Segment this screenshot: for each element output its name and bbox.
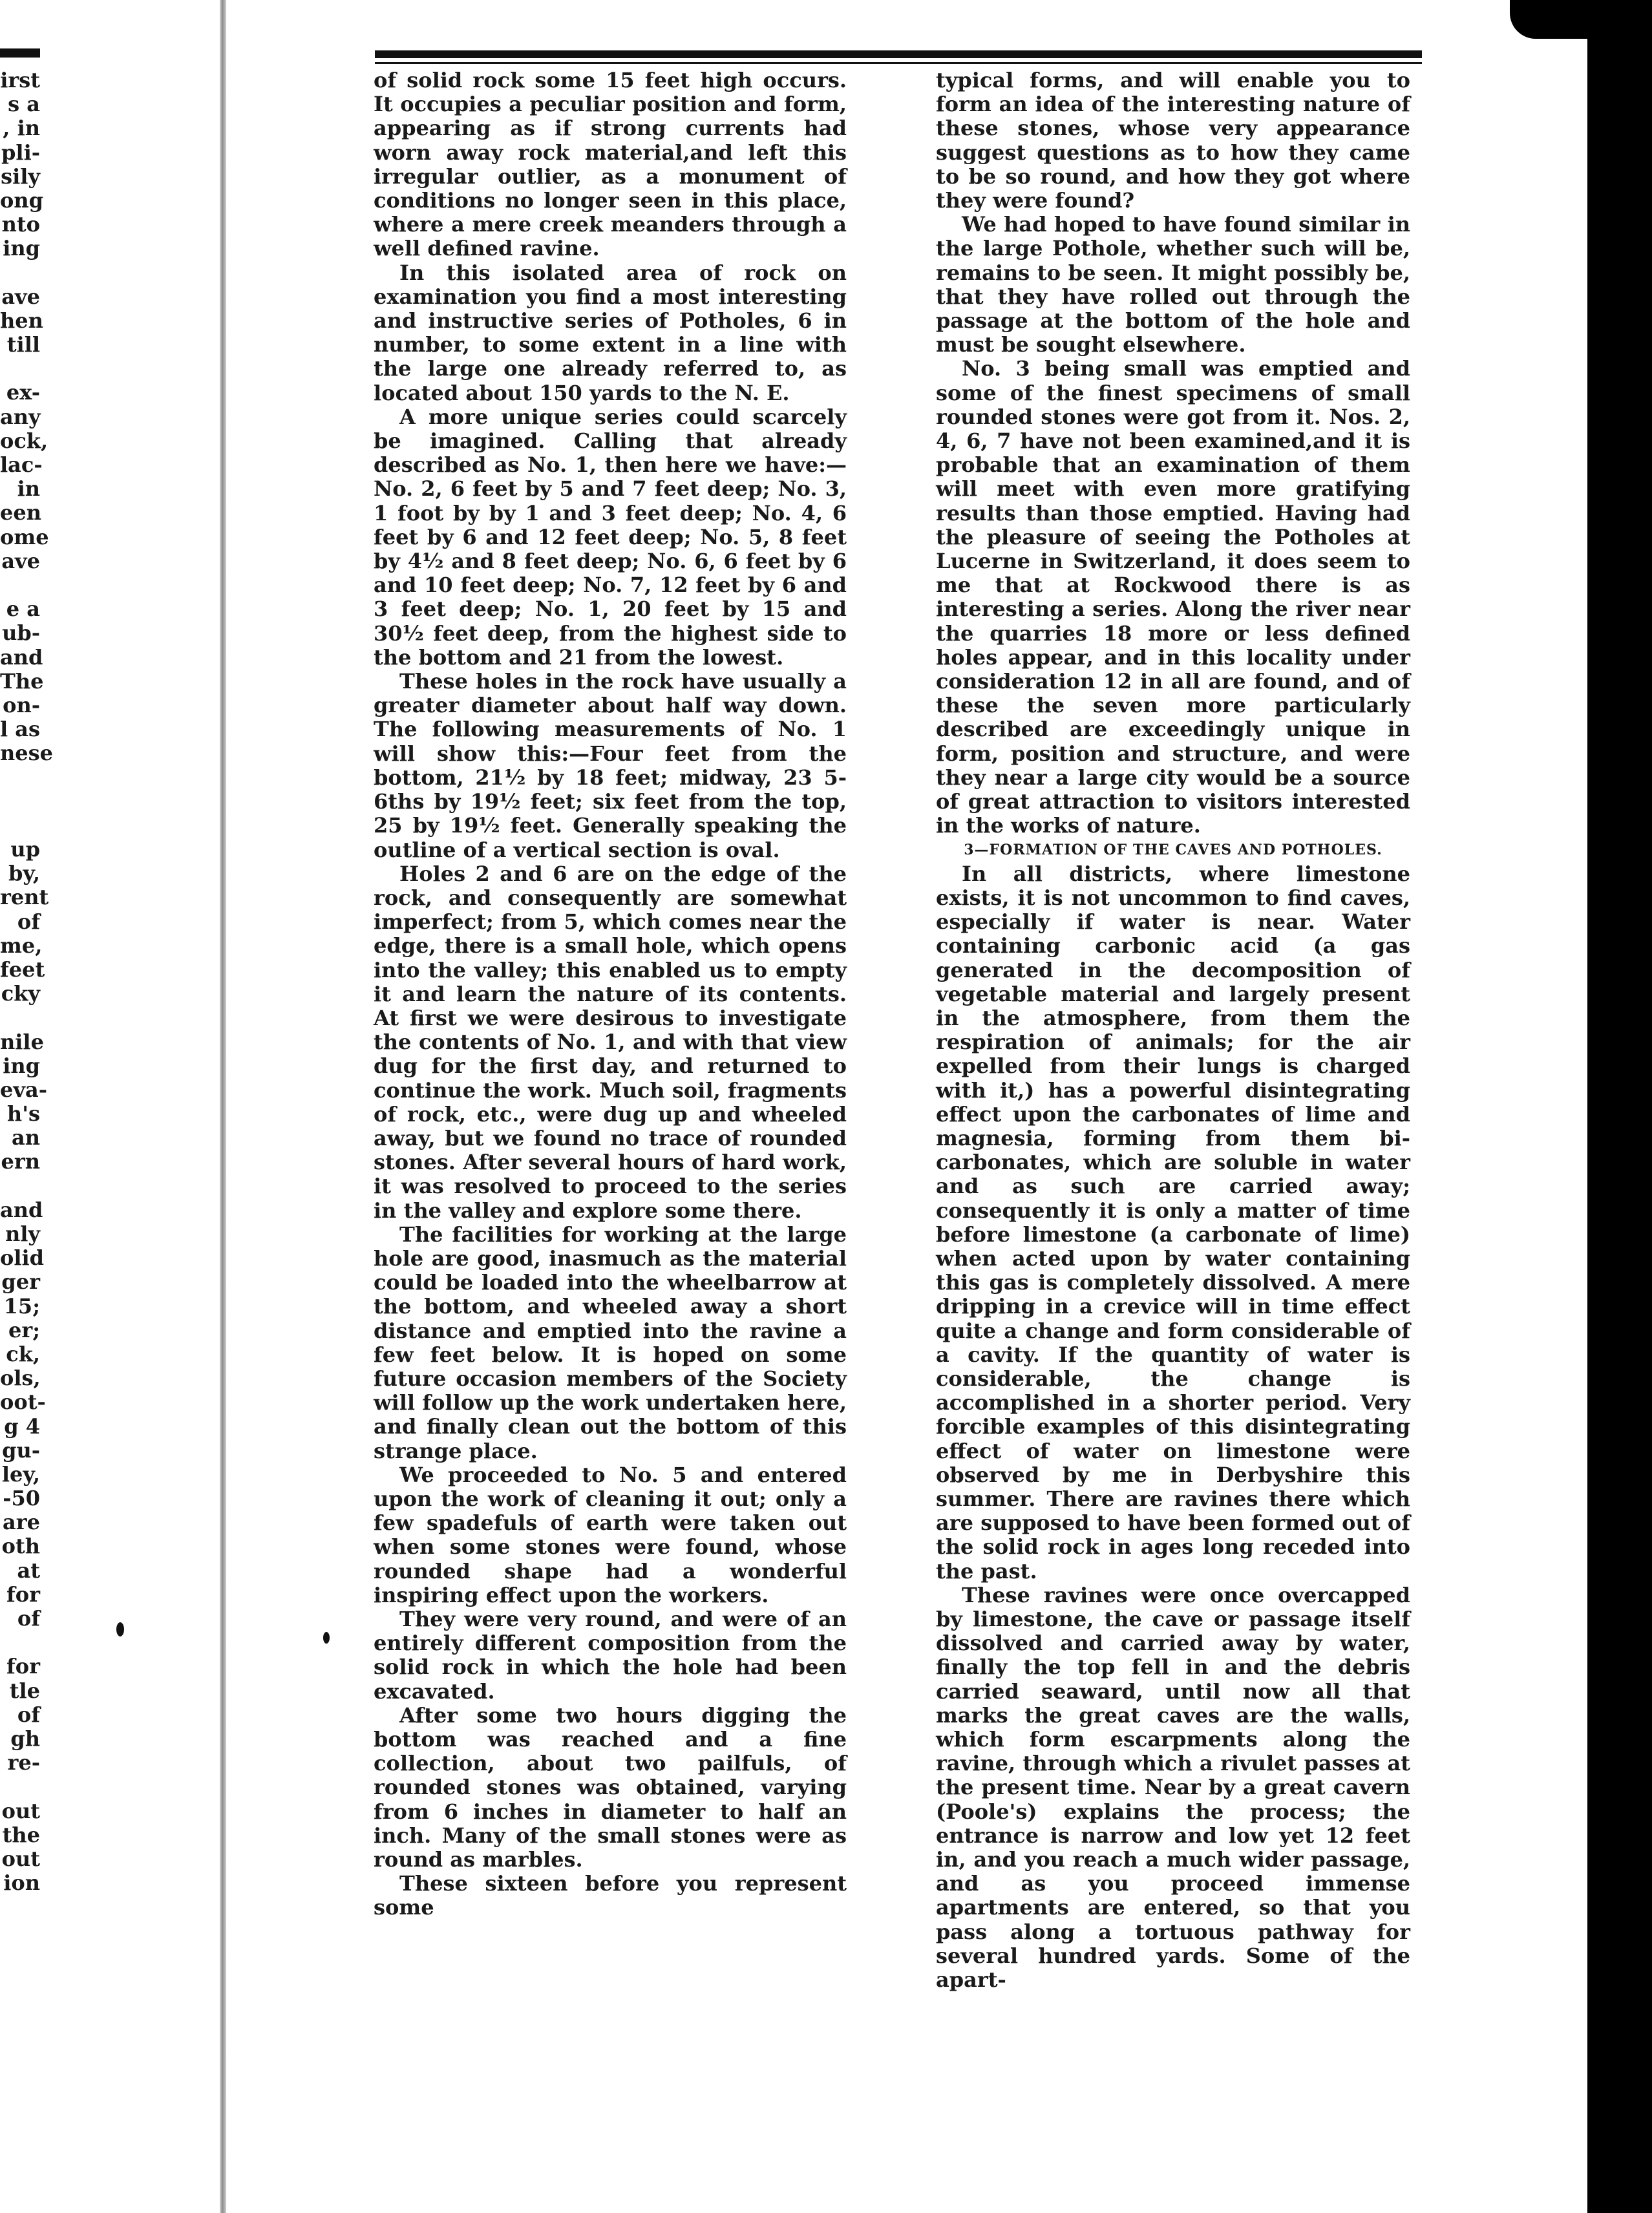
fragment-line: l as — [0, 717, 41, 742]
fragment-line: ley, — [1, 1461, 40, 1487]
fragment-line: h's — [6, 1101, 40, 1127]
fragment-line: ion — [3, 1870, 40, 1896]
fragment-line: ger — [1, 1269, 40, 1295]
fragment-line: ave — [1, 284, 40, 309]
fragment-gap — [0, 261, 40, 285]
fragment-line: and — [0, 644, 43, 670]
fragment-line: ing — [3, 1053, 40, 1078]
paragraph: The facilities for working at the large hole are good, inasmuch as the material could be loaded into the wheelbarrow at the bottom, and wheeled away a short distance and emptied into the ravine a few feet below. It is hoped on some future occasion members of the Society will follow up the work undertaken here, and finally clean out the bottom of this strange place. — [374, 1222, 847, 1463]
paragraph: These sixteen before you represent some — [374, 1871, 847, 1920]
fragment-line: oth — [1, 1534, 40, 1559]
fragment-line: , in — [3, 116, 40, 141]
paragraph: We proceeded to No. 5 and entered upon the work of cleaning it out; only a few spadefuls of earth were taken out when some stones were found, whose rounded shape had a wonderful inspiring effect upon the workers. — [374, 1462, 847, 1607]
header-rule — [375, 50, 1422, 58]
paragraph: In this isolated area of rock on examination you find a most interesting and instructive series of Potholes, 6 in number, to some extent in a line with the large one already referred to, as located about 150 yards to the N. E. — [374, 260, 847, 405]
paragraph: These holes in the rock have usually a greater diameter about half way down. The following measurements of No. 1 will show this:—Four feet from the bottom, 21½ by 18 feet; midway, 23 5-6ths by 19½ feet; six feet from the top, 25 by 19½ feet. Generally speaking the outline of a vertical section is oval. — [374, 669, 847, 862]
fragment-line: out — [1, 1798, 40, 1823]
fragment-line: ck, — [6, 1341, 40, 1366]
fragment-line: s a — [8, 92, 40, 117]
paragraph: They were very round, and were of an entirely different composition from the solid rock in which the hole had been excavated. — [374, 1607, 847, 1704]
ink-speck — [323, 1632, 330, 1644]
fragment-line: -50 — [3, 1486, 40, 1511]
fragment-line: up — [10, 837, 40, 862]
fragment-line: for — [6, 1654, 40, 1679]
paragraph: of solid rock some 15 feet high occurs. It occupies a peculiar position and form, appearing as if strong currents had worn away rock material,and left this irregular outlier, as a monument of conditions no longer seen in this place, where a mere creek meanders through a well defined ravine. — [374, 68, 847, 261]
paragraph: These ravines were once overcapped by limestone, the cave or passage itself dissolved and carried away by water, finally the top fell in and the debris carried seaward, until now all that marks the great caves are the walls, which form escarpments along the ravine, through which a rivulet passes at the present time. Near by a great cavern (Poole's) explains the process; the entrance is narrow and low yet 12 feet in, and you reach a much wider passage, and as you proceed immense apartments are entered, so that you pass along a tortuous pathway for several hundred yards. Some of the apart- — [936, 1582, 1410, 1993]
fragment-line: till — [6, 332, 40, 357]
fragment-line: ols, — [0, 1366, 41, 1391]
fragment-line: an — [12, 1125, 40, 1150]
fragment-line: 15; — [3, 1293, 40, 1318]
paragraph: In all districts, where limestone exists, it is not uncommon to find caves, especially if water is near. Water containing carbonic acid (a gas generated in the decomposition of vegetable material and largely present in the atmosphere, from them the respiration of animals; for the air expelled from their lungs is charged with it,) has a powerful disintegrating effect upon the carbonates of lime and magnesia, forming from them bi-carbonates, which are soluble in water and as such are carried away; consequently it is only a matter of time before limestone (a carbonate of lime) when acted upon by water containing this gas is completely dissolved. A mere dripping in a crevice will in time effect quite a change and form considerable of a cavity. If the quantity of water is considerable, the change is accomplished in a shorter period. Very forcible examples of this disintegrating effect of water on limestone were observed by me in Derbyshire this summer. There are ravines there which are supposed to have been formed out of the solid rock in ages long receded into the past. — [936, 861, 1410, 1583]
fragment-line: of — [17, 1606, 40, 1631]
fragment-line: by, — [8, 861, 40, 886]
fragment-gap — [0, 1174, 40, 1198]
fragment-line: ex- — [6, 380, 40, 405]
fragment-gap — [0, 1631, 40, 1655]
article-column-right — [936, 69, 1410, 1992]
section-heading: 3—FORMATION OF THE CAVES AND POTHOLES. — [964, 841, 1382, 858]
fragment-line: lac- — [0, 452, 43, 477]
fragment-line: in — [17, 476, 40, 502]
paragraph: After some two hours digging the bottom was reached and a fine collection, about two pailfuls, of rounded stones was obtained, varying from 6 inches in diameter to half an inch. Many of the small stones were as round as marbles. — [374, 1702, 847, 1872]
fragment-line: ock, — [0, 428, 48, 453]
ink-speck — [116, 1622, 124, 1636]
fragment-line: for — [6, 1582, 40, 1607]
fragment-line: pli- — [1, 140, 40, 165]
fragment-line: tle — [9, 1678, 40, 1703]
scan-border — [1587, 0, 1652, 2213]
fragment-line: feet — [0, 957, 45, 982]
fragment-line: olid — [0, 1245, 45, 1271]
fragment-line: nile — [0, 1029, 44, 1054]
fragment-line: nto — [1, 212, 40, 237]
article-column-center — [374, 69, 847, 1920]
fragment-line: ave — [1, 548, 40, 573]
fragment-line: are — [3, 1510, 40, 1535]
previous-page-fragments — [0, 68, 53, 1896]
fragment-line: er; — [8, 1317, 40, 1342]
fragment-line: g 4 — [4, 1414, 40, 1439]
fragment-line: The — [0, 668, 44, 694]
paragraph: We had hoped to have found similar in the large Pothole, whether such will be, remains to be seen. It might possibly be, that they have rolled out through the passage at the bottom of the hole and must be sought elsewhere. — [936, 212, 1410, 357]
fragment-line: ong — [0, 187, 43, 213]
fragment-gap — [0, 573, 40, 597]
fragment-line: any — [0, 404, 41, 429]
fragment-line: nese — [0, 741, 53, 766]
fragment-line: out — [1, 1846, 40, 1871]
fragment-line: ern — [1, 1149, 40, 1174]
fragment-line: nly — [5, 1222, 40, 1246]
fragment-line: sily — [1, 164, 40, 189]
fragment-gap — [0, 814, 40, 838]
fragment-line: eva- — [0, 1077, 47, 1102]
fragment-line: re- — [7, 1750, 40, 1775]
fragment-line: gu- — [2, 1437, 40, 1463]
fragment-line: rent — [0, 885, 49, 910]
fragment-gap — [0, 1006, 40, 1030]
fragment-line: the — [2, 1822, 40, 1847]
fragment-line: ub- — [2, 620, 40, 646]
fragment-gap — [0, 765, 40, 789]
paragraph: typical forms, and will enable you to form an idea of the interesting nature of these stones, whose very appearance suggest questions as to how they came to be so round, and how they got where they were found? — [936, 68, 1410, 213]
header-rule-thin — [375, 62, 1422, 64]
paragraph: A more unique series could scarcely be imagined. Calling that already described as No. 1, then here we have:—No. 2, 6 feet by 5 and 7 feet deep; No. 3, 1 foot by by 1 and 3 feet deep; No. 4, 6 feet by 6 and 12 feet deep; No. 5, 8 feet by 4½ and 8 feet deep; No. 6, 6 feet by 6 and 10 feet deep; No. 7, 12 feet by 6 and 3 feet deep; No. 1, 20 feet by 15 and 30½ feet deep, from the highest side to the bottom and 21 from the lowest. — [374, 404, 847, 670]
fragment-line: of — [17, 909, 40, 934]
fragment-gap — [0, 1775, 40, 1799]
fragment-gap — [0, 357, 40, 381]
fragment-line: hen — [0, 308, 43, 333]
fragment-line: oot- — [0, 1390, 46, 1415]
fragment-line: ing — [3, 236, 40, 261]
fragment-line: at — [17, 1558, 40, 1583]
previous-page-rule — [0, 48, 40, 58]
page-fold — [220, 0, 226, 2213]
fragment-line: of — [17, 1702, 40, 1727]
fragment-line: and — [0, 1197, 43, 1222]
paragraph: No. 3 being small was emptied and some of the finest specimens of small rounded stones were got from it. Nos. 2, 4, 6, 7 have not been examined,and it is probable that an examination of them will meet with even more gratifying results than those emptied. Having had the pleasure of seeing the Potholes at Lucerne in Switzerland, it does seem to me that at Rockwood there is as interesting a series. Along the river near the quarries 18 more or less defined holes appear, and in this locality under consideration 12 in all are found, and of these the seven more particularly described are exceedingly unique in form, position and structure, and were they near a large city would be a source of great attraction to visitors interested in the works of nature. — [936, 356, 1410, 838]
fragment-line: e a — [6, 597, 40, 622]
scan-border-corner — [1510, 0, 1652, 39]
fragment-line: gh — [10, 1726, 40, 1751]
fragment-line: cky — [1, 981, 40, 1006]
fragment-line: ome — [0, 524, 49, 549]
fragment-line: irst — [0, 68, 40, 92]
fragment-line: me, — [0, 933, 43, 958]
paragraph: Holes 2 and 6 are on the edge of the rock, and consequently are somewhat imperfect; from 5, which comes near the edge, there is a small hole, which opens into the valley; this enabled us to empty it and learn the nature of its contents. At first we were desirous to investigate the contents of No. 1, and with that view dug for the first day, and returned to continue the work. Much soil, fragments of rock, etc., were dug up and wheeled away, but we found no trace of rounded stones. After several hours of hard work, it was resolved to proceed to the series in the valley and explore some there. — [374, 861, 847, 1223]
fragment-line: on- — [3, 692, 40, 717]
fragment-gap — [0, 790, 40, 814]
fragment-line: een — [0, 500, 41, 525]
